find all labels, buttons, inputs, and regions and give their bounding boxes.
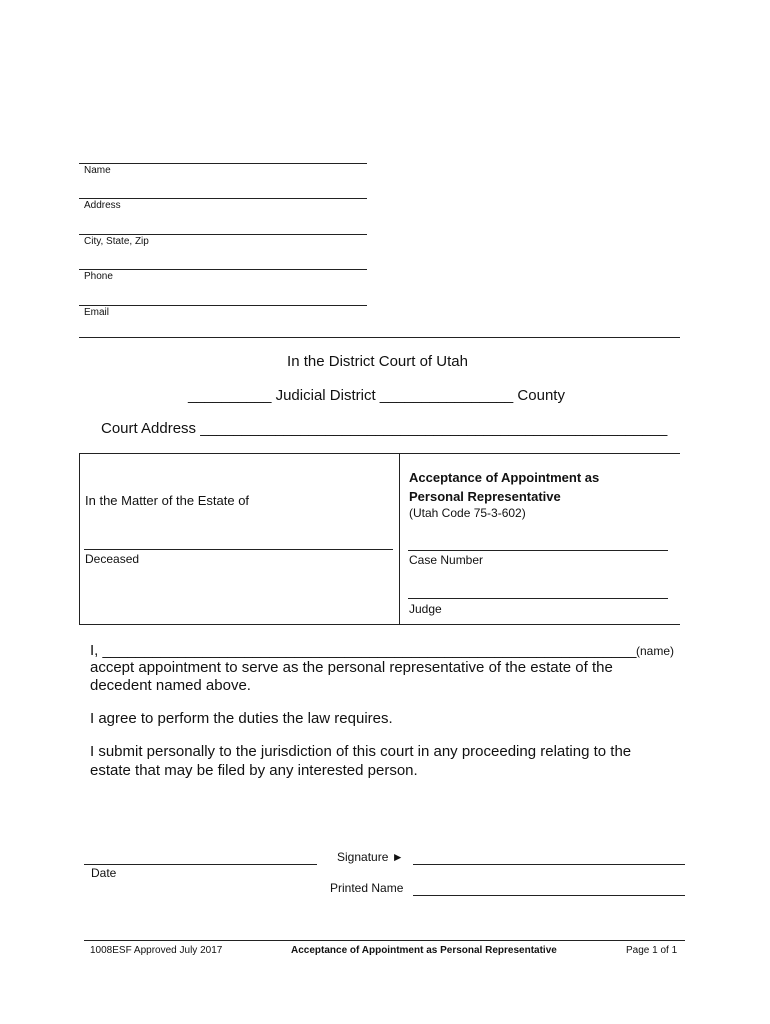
signature-line[interactable] <box>413 864 685 865</box>
deceased-name-line[interactable] <box>84 549 393 550</box>
name-statement-line[interactable]: I, ________________________________________________________________ <box>90 642 637 659</box>
footer-form-id: 1008ESF Approved July 2017 <box>90 945 223 956</box>
name-hint: (name) <box>636 644 675 658</box>
printed-name-line[interactable] <box>413 895 685 896</box>
signature-label: Signature ► <box>337 850 404 864</box>
case-number-label: Case Number <box>409 553 484 567</box>
phone-label: Phone <box>84 271 113 282</box>
date-label: Date <box>91 866 117 880</box>
court-address-line[interactable]: Court Address ________________________________________________________ <box>101 420 668 437</box>
city-state-zip-line[interactable] <box>79 234 367 235</box>
caption-left-border <box>79 453 80 624</box>
footer-form-name: Acceptance of Appointment as Personal Representative <box>291 945 557 956</box>
phone-line[interactable] <box>79 269 367 270</box>
address-label: Address <box>84 200 121 211</box>
judicial-district-county-line[interactable]: __________ Judicial District ________________ County <box>188 387 565 404</box>
name-line[interactable] <box>79 163 367 164</box>
code-reference: (Utah Code 75-3-602) <box>409 506 526 520</box>
printed-name-label: Printed Name <box>330 881 404 895</box>
city-state-zip-label: City, State, Zip <box>84 236 149 247</box>
caption-center-divider <box>399 453 400 624</box>
form-title-line-1: Acceptance of Appointment as <box>409 470 600 485</box>
judge-label: Judge <box>409 602 442 616</box>
caption-bottom-rule <box>79 624 680 625</box>
estate-matter-label: In the Matter of the Estate of <box>85 493 250 508</box>
statement-line-2: accept appointment to serve as the personal representative of the estate of the <box>90 659 613 676</box>
footer-page-number: Page 1 of 1 <box>626 945 678 956</box>
form-title-line-2: Personal Representative <box>409 489 561 504</box>
court-title: In the District Court of Utah <box>287 353 468 370</box>
caption-top-rule <box>79 453 680 454</box>
duties-statement: I agree to perform the duties the law requires. <box>90 710 393 727</box>
judge-line[interactable] <box>408 598 668 599</box>
email-line[interactable] <box>79 305 367 306</box>
jurisdiction-statement-line-1: I submit personally to the jurisdiction of this court in any proceeding relating to the <box>90 743 632 760</box>
case-number-line[interactable] <box>408 550 668 551</box>
address-line[interactable] <box>79 198 367 199</box>
jurisdiction-statement-line-2: estate that may be filed by any interested person. <box>90 762 418 779</box>
statement-line-3: decedent named above. <box>90 677 251 694</box>
name-label: Name <box>84 165 111 176</box>
court-header-top-rule <box>79 337 680 338</box>
deceased-label: Deceased <box>85 552 140 566</box>
email-label: Email <box>84 307 110 318</box>
footer-rule <box>84 940 685 941</box>
date-line[interactable] <box>84 864 317 865</box>
